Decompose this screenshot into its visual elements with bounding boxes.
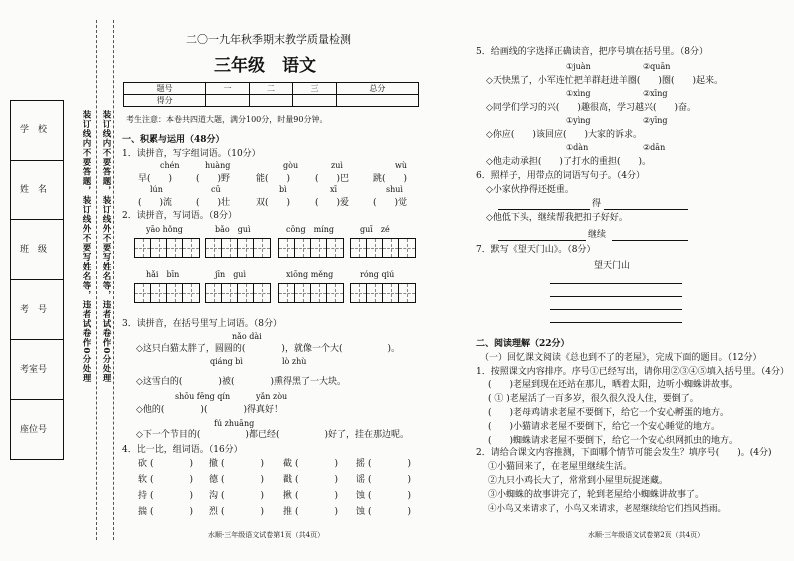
q4-char: 砍 (138, 459, 148, 469)
school-label: 学 校 (20, 125, 48, 135)
q2-pinyin: yāo hǒng (146, 225, 183, 234)
q4-char: 揣 (138, 507, 148, 517)
q4-blank[interactable]: ( ) (221, 459, 265, 469)
q4-blank[interactable]: ( ) (150, 491, 194, 501)
r1-item[interactable]: ( )小猫请求老屋不要倒下，给它一个安心睡觉的地方。 (488, 422, 721, 432)
exam-number-label: 考 号 (20, 305, 48, 315)
q1-pinyin: huàng (205, 161, 231, 170)
q3-pinyin: yǎn zòu (256, 392, 288, 401)
poem-line[interactable] (550, 296, 682, 297)
q4-char: 撤 (209, 459, 219, 469)
q6-answer-line[interactable] (498, 209, 590, 210)
writing-grid[interactable] (350, 283, 416, 303)
score-table (123, 82, 419, 107)
q4-blank[interactable]: ( ) (150, 475, 194, 485)
q5-title: 5．给画线的字选择正确读音，把序号填在括号里。（8分） (476, 47, 708, 57)
q6-example-2: ◇他低下头，继续帮我把扣子好好。 (486, 213, 628, 223)
q5-line-2[interactable]: ◇同学们学习的兴( )趣很高，学习越兴( )奋。 (486, 103, 696, 113)
q3-pinyin: nǎo dài (232, 332, 262, 341)
q1-title: 1．读拼音，写字组词语。（10分） (122, 149, 261, 159)
q3-pinyin: fú zhuāng (214, 419, 255, 428)
r2-option: ②九只小鸡长大了，常常到小屋里玩捉迷藏。 (488, 476, 669, 486)
writing-grid[interactable] (134, 283, 200, 303)
q4-char: 蚀 (356, 491, 366, 501)
q6-answer-line[interactable] (612, 240, 688, 241)
writing-grid[interactable] (205, 283, 271, 303)
writing-grid[interactable] (278, 283, 344, 303)
q1-pinyin: shuì (386, 185, 403, 194)
q1-pinyin: lún (150, 185, 163, 194)
reading-subtitle: （一）回忆课文阅读《总也到不了的老屋》，完成下面的题目。（12分） (480, 353, 762, 363)
r1-item[interactable]: ( )老屋到现在还站在那儿，晒着太阳，边听小蜘蛛讲故事。 (488, 380, 739, 390)
q5-line-1[interactable]: ◇天快黑了，小军连忙把羊群赶进羊圈( )圈( )起来。 (486, 76, 723, 86)
q1-blank[interactable]: ( )爱 (315, 198, 350, 208)
r2-option: ①小猫回来了，在老屋里继续生活。 (488, 462, 633, 472)
poem-line[interactable] (550, 309, 682, 310)
section-2-title: 二、阅读理解（22分） (476, 339, 570, 349)
q4-blank[interactable]: ( ) (368, 507, 412, 517)
q5-option: ②xīng (643, 89, 668, 98)
q4-blank[interactable]: ( ) (368, 491, 412, 501)
q4-char: 揪 (283, 491, 293, 501)
q5-option: ①dàn (566, 143, 589, 152)
score-header-total: 总分 (336, 83, 418, 95)
q5-option: ②dān (643, 143, 666, 152)
q4-blank[interactable]: ( ) (368, 475, 412, 485)
q4-char: 戳 (283, 475, 293, 485)
q4-char: 截 (283, 459, 293, 469)
r2-option: ④小鸟又来请求了，小鸟又来请求，老屋继续给它们挡风挡雨。 (488, 504, 727, 514)
writing-grid[interactable] (134, 238, 200, 258)
q5-option: ①yìng (566, 116, 591, 125)
q3-title: 3．读拼音，在括号里写上词语。（8分） (122, 319, 282, 329)
footer-page-1: 水顺·三年级语文试卷第1页（共4页） (208, 531, 325, 539)
writing-grid[interactable] (205, 238, 271, 258)
q3-line-2[interactable]: ◇这雪白的( )被( )熏得黑了一大块。 (136, 377, 346, 387)
q4-blank[interactable]: ( ) (221, 507, 265, 517)
q5-option: ②quān (643, 62, 671, 71)
q1-blank[interactable]: 早( ) (138, 174, 173, 184)
q1-pinyin: chén (160, 161, 180, 170)
r1-item[interactable]: ( )蜘蛛请求老屋不要倒下，给它一个安心织网抓虫的地方。 (488, 436, 739, 446)
footer-page-2: 水顺·三年级语文试卷第2页（共4页） (588, 531, 705, 539)
q6-answer-line[interactable] (498, 240, 586, 241)
score-row-label: 得分 (124, 95, 206, 107)
q1-blank[interactable]: ( )巴 (315, 174, 350, 184)
q4-char: 德 (209, 475, 219, 485)
q1-blank[interactable]: 双( ) (256, 198, 291, 208)
q4-char: 谣 (356, 475, 366, 485)
q2-title: 2．读拼音，写词语。（8分） (122, 211, 237, 221)
q2-pinyin: róng qiú (360, 270, 395, 279)
q4-char: 软 (138, 475, 148, 485)
q2-pinyin: xiōng měng (286, 270, 334, 279)
q4-blank[interactable]: ( ) (150, 459, 194, 469)
q4-char: 烈 (209, 507, 219, 517)
student-info-box (10, 100, 64, 460)
q3-pinyin: lò zhù (282, 357, 307, 366)
exam-title: 二〇一九年秋季期末教学质量检测 (186, 33, 351, 46)
name-label: 姓 名 (20, 185, 48, 195)
q1-pinyin: bì (279, 185, 287, 194)
q3-line-4[interactable]: ◇下一个节目的( )都已经( )好了，挂在那边呢。 (136, 430, 409, 440)
score-cell[interactable] (293, 95, 337, 107)
r1-item[interactable]: ( ① )老屋活了一百多岁，很久很久没人住，要倒了。 (488, 394, 699, 404)
q4-blank[interactable]: ( ) (221, 475, 265, 485)
section-1-title: 一、积累与运用（48分） (122, 135, 225, 145)
q4-blank[interactable]: ( ) (295, 491, 339, 501)
q1-blank[interactable]: 能( ) (256, 174, 291, 184)
q1-blank[interactable]: ( )觉 (373, 198, 408, 208)
binding-note-inner: 装订线内不要答题，装订线外不要写姓名等，违者试卷作0分处理 (101, 110, 111, 383)
q3-pinyin: qiáng bì (210, 357, 243, 366)
q2-pinyin: cōng míng (286, 225, 334, 234)
q4-char: 摇 (356, 459, 366, 469)
score-header-2: 二 (249, 83, 293, 95)
r2-option: ③小蜘蛛的故事讲完了，轮到老屋给小蜘蛛讲故事了。 (488, 490, 705, 500)
q4-char: 持 (138, 491, 148, 501)
q6-answer-line[interactable] (604, 209, 688, 210)
q4-blank[interactable]: ( ) (150, 507, 194, 517)
exam-room-label: 考室号 (20, 365, 48, 375)
q2-pinyin: jīn guì (215, 270, 247, 279)
q2-pinyin: bǎo guì (215, 225, 251, 234)
q1-blank[interactable]: ( )流 (138, 198, 173, 208)
q4-char: 推 (283, 507, 293, 517)
poem-title: 望天门山 (594, 261, 631, 271)
q6-keyword-1: 得 (592, 199, 602, 209)
score-cell[interactable] (206, 95, 250, 107)
q2-pinyin: hǎi bīn (146, 270, 180, 279)
q3-line-1[interactable]: ◇这只白猫太胖了，圆圆的( )，就像一个大( )。 (136, 344, 400, 354)
q4-blank[interactable]: ( ) (368, 459, 412, 469)
q5-line-4[interactable]: ◇他走动承担( )了打水的重担( )。 (486, 157, 651, 167)
q1-blank[interactable]: ( )壮 (196, 198, 231, 208)
score-cell[interactable] (249, 95, 293, 107)
q4-blank[interactable]: ( ) (295, 459, 339, 469)
q1-pinyin: gòu (283, 161, 299, 170)
r2-title: 2．请给合课文内容推测，下面哪个情节可能会发生？填序号( )。(4分) (476, 448, 772, 458)
score-cell[interactable] (336, 95, 418, 107)
q1-blank[interactable]: ( )野 (196, 174, 231, 184)
r1-item[interactable]: ( )老母鸡请求老屋不要倒下，给它一个安心孵蛋的地方。 (488, 408, 730, 418)
q4-title: 4．比一比，组词语。（16分） (122, 445, 243, 455)
q1-pinyin: cū (211, 185, 221, 194)
q1-blank[interactable]: 跳( ) (373, 174, 408, 184)
q1-pinyin: zuì (331, 161, 343, 170)
q2-pinyin: guī zé (360, 225, 390, 234)
r1-title: 1．按照课文内容排序。序号①已经写出，请你用②③④⑤填入括号里。（4分） (476, 367, 789, 377)
q5-option: ①xìng (566, 89, 591, 98)
exam-notice: 考生注意：本卷共四道大题，满分100分，时量90分钟。 (126, 115, 328, 124)
q4-blank[interactable]: ( ) (221, 491, 265, 501)
q4-char: 沟 (209, 491, 219, 501)
score-header-question: 题号 (124, 83, 206, 95)
writing-grid[interactable] (350, 238, 416, 258)
binding-note-outer: 装订线内不要答题，装订线外不要写姓名等，违者试卷作0分处理 (81, 110, 91, 383)
poem-line[interactable] (550, 322, 682, 323)
writing-grid[interactable] (278, 238, 344, 258)
seat-number-label: 座位号 (20, 425, 48, 435)
q5-option: ②yīng (643, 116, 668, 125)
q3-pinyin: shōu fēng qín (175, 392, 231, 401)
q6-example-1: ◇小家伙挣得还挺重。 (486, 185, 574, 195)
q1-pinyin: wù (395, 161, 407, 170)
class-label: 班 级 (20, 245, 48, 255)
poem-line[interactable] (550, 283, 682, 284)
exam-subject: 三年级 语文 (214, 56, 316, 76)
score-header-1: 一 (206, 83, 250, 95)
q6-title: 6．照样子，用带点的词语写句子。（4分） (476, 171, 645, 181)
q7-title: 7．默写《望天门山》。（8分） (476, 245, 596, 255)
q5-line-3[interactable]: ◇你应( )该回应( )大家的诉求。 (486, 130, 642, 140)
score-header-3: 三 (293, 83, 337, 95)
q6-keyword-2: 继续 (588, 230, 607, 240)
q5-option: ①juàn (566, 62, 591, 71)
q3-line-3[interactable]: ◇他的( )( )得真好！ (136, 405, 283, 415)
q4-char: 蚀 (356, 507, 366, 517)
q4-blank[interactable]: ( ) (295, 475, 339, 485)
q4-blank[interactable]: ( ) (295, 507, 339, 517)
q1-pinyin: xī (330, 185, 338, 194)
